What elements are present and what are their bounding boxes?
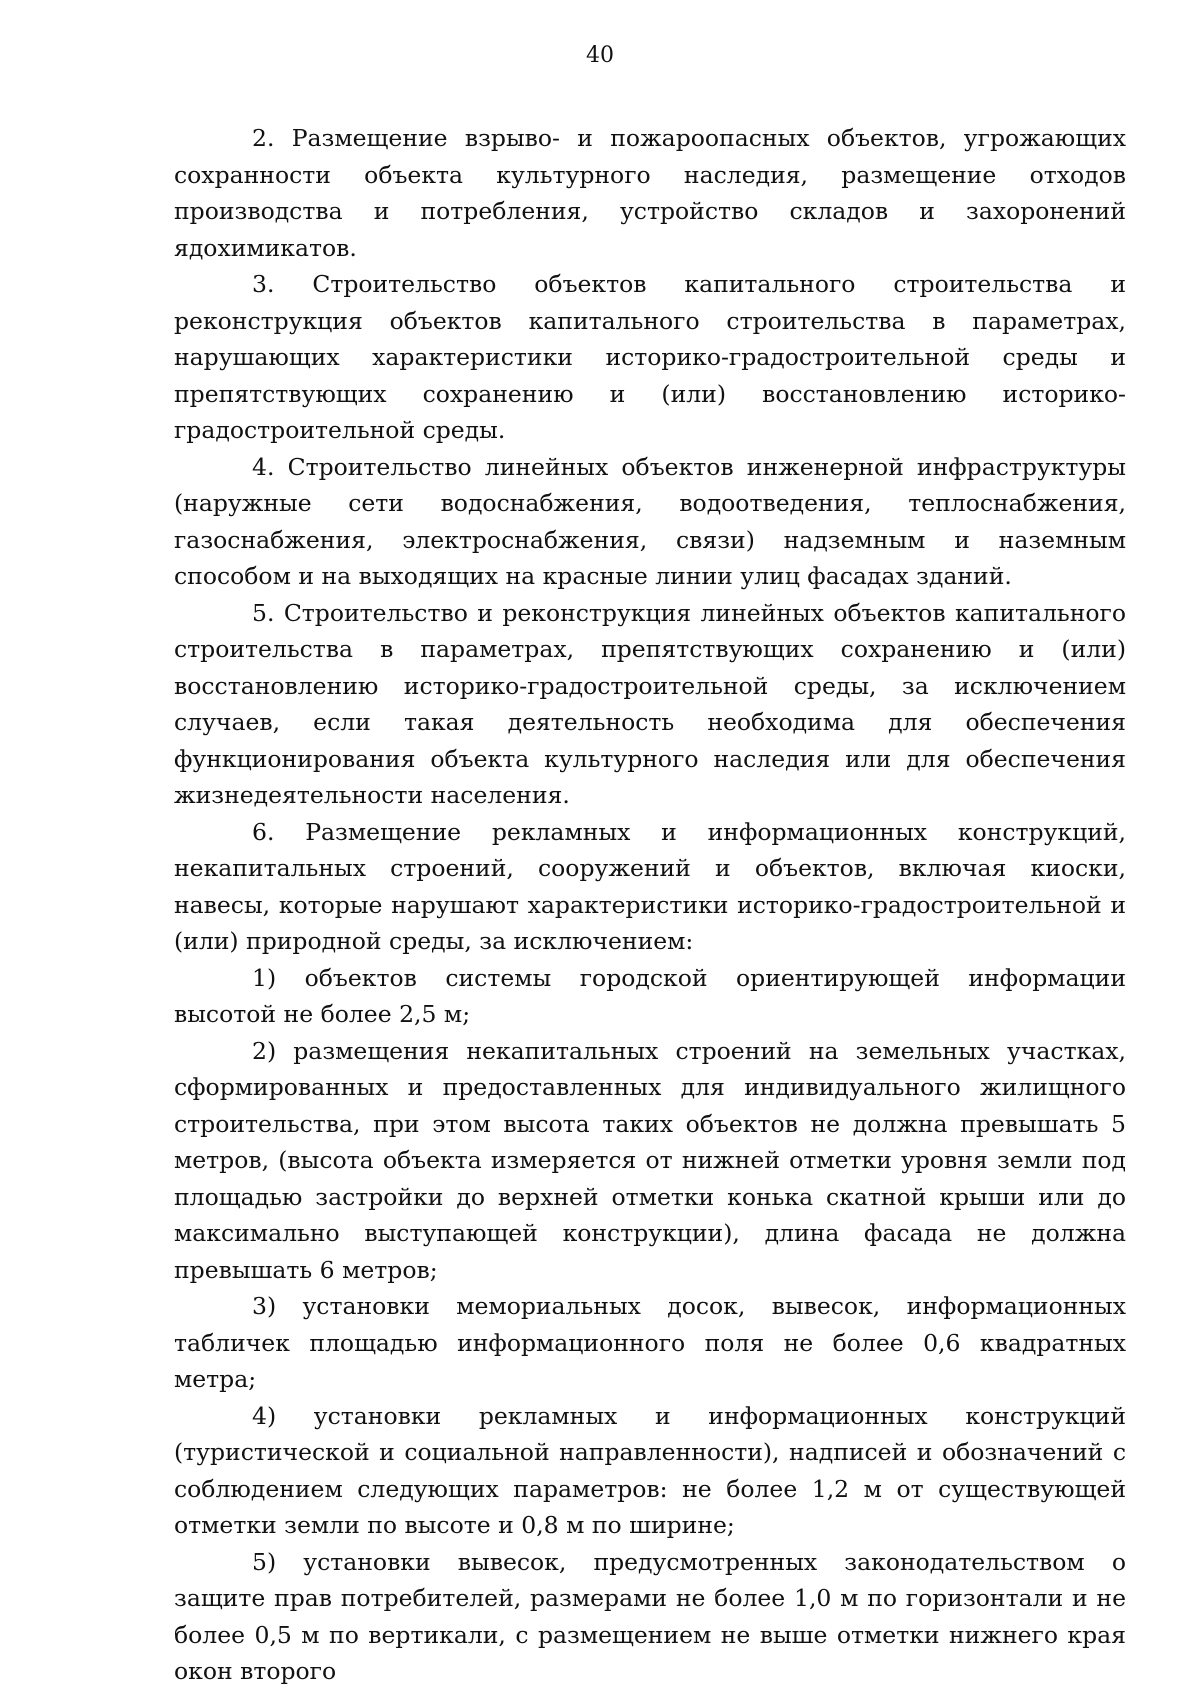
paragraph-2: 2. Размещение взрыво- и пожароопасных объектов, угрожающих сохранности объекта культурного наследия, размещение отходов производства и потребления, устройство складов и захоронений ядохимикатов. [174,124,1126,262]
subitem-1: 1) объектов системы городской ориентирующей информации высотой не более 2,5 м; [174,963,1126,1028]
subitem-3: 3) установки мемориальных досок, вывесок, информационных табличек площадью информационного поля не более 0,6 квадратных метра; [174,1292,1126,1393]
paragraph-6: 6. Размещение рекламных и информационных конструкций, некапитальных строений, сооружений и объектов, включая киоски, навесы, которые нарушают характеристики историко-градостроительной и (или) природной среды, за исключением: [174,817,1126,955]
subitem-4: 4) установки рекламных и информационных конструкций (туристической и социальной направленности), надписей и обозначений с соблюдением следующих параметров: не более 1,2 м от существующей отметки земли по высоте и 0,8 м по ширине; [174,1401,1126,1539]
paragraph-4: 4. Строительство линейных объектов инженерной инфраструктуры (наружные сети водоснабжения, водоотведения, теплоснабжения, газоснабжения, электроснабжения, связи) надземным и наземным способом и на выходящих на красные линии улиц фасадах зданий. [174,452,1126,590]
subitem-5: 5) установки вывесок, предусмотренных законодательством о защите прав потребителей, размерами не более 1,0 м по горизонтали и не более 0,5 м по вертикали, с размещением не выше отметки нижнего края окон второго [174,1547,1126,1685]
paragraph-5: 5. Строительство и реконструкция линейных объектов капитального строительства в параметрах, препятствующих сохранению и (или) восстановлению историко-градостроительной среды, за исключением случаев, если такая деятельность необходима для обеспечения функционирования объекта культурного наследия или для обеспечения жизнедеятельности населения. [174,598,1126,809]
subitem-2: 2) размещения некапитальных строений на земельных участках, сформированных и предоставленных для индивидуального жилищного строительства, при этом высота таких объектов не должна превышать 5 метров, (высота объекта измеряется от нижней отметки уровня земли под площадью застройки до верхней отметки конька скатной крыши или до максимально выступающей конструкции), длина фасада не должна превышать 6 метров; [174,1036,1126,1284]
document-body [174,120,1126,1690]
paragraph-3: 3. Строительство объектов капитального строительства и реконструкция объектов капитального строительства в параметрах, нарушающих характеристики историко-градостроительной среды и препятствующих сохранению и (или) восстановлению историко-градостроительной среды. [174,270,1126,444]
page-number: 40 [586,43,614,68]
